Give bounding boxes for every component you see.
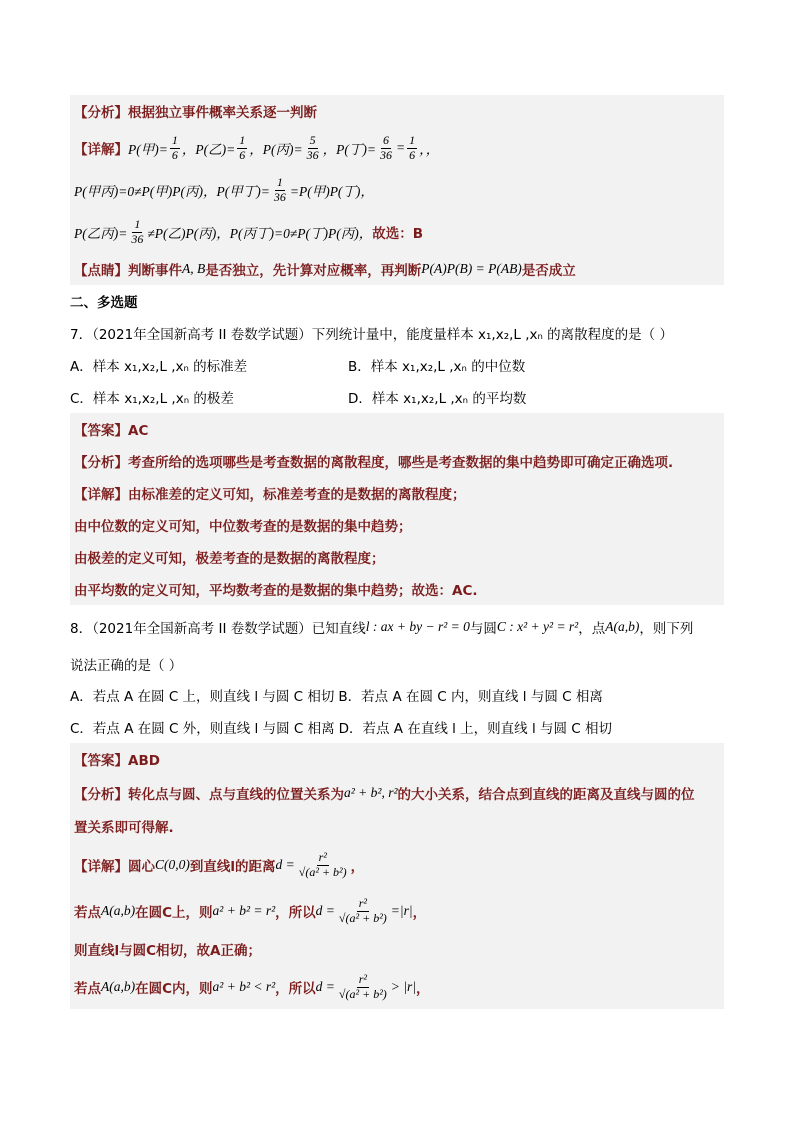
frac-den: 36 <box>131 231 144 246</box>
math-expr: A(a,b) <box>101 979 136 994</box>
q6-detail-line2 <box>70 169 724 211</box>
point-a: A(a,b) <box>605 619 640 634</box>
comment-text: 判断事件 <box>128 263 182 279</box>
punct: ，， <box>419 142 440 157</box>
punct: ， <box>350 859 365 875</box>
frac-den: √(a² + b²) <box>298 864 347 879</box>
q7-option-c: C．样本 x₁,x₂,L ,xₙ 的极差 <box>70 391 234 407</box>
math-expr: d = <box>315 979 335 994</box>
q8-detail-4 <box>70 965 724 1009</box>
punct: ， <box>412 905 427 921</box>
math-expr: ≠P(乙)P(丙)，P(丙丁)=0≠P(丁)P(丙)， <box>147 226 373 241</box>
math-expr: =|r| <box>390 903 413 918</box>
fraction <box>272 176 288 203</box>
prob-yi: ，P(乙)= <box>181 142 236 157</box>
analysis-text: 根据独立事件概率关系逐一判断 <box>128 105 317 121</box>
stem-text: ，则下列 <box>639 621 694 637</box>
fraction <box>378 134 394 161</box>
q8-detail-1 <box>70 841 724 889</box>
frac-den: √(a² + b²) <box>338 986 387 1001</box>
fraction <box>170 134 180 161</box>
q6-comment <box>70 253 724 285</box>
section-title: 二、多选题 <box>70 295 138 311</box>
equals: = <box>395 140 406 155</box>
math-expr: C(0,0) <box>155 857 190 872</box>
frac-den: 36 <box>306 147 319 162</box>
line-equation: l : ax + by − r² = 0 <box>365 619 470 634</box>
fraction <box>407 134 417 161</box>
q8-analysis-1 <box>70 775 724 811</box>
math-expr: P(甲丙)=0≠P(甲)P(丙)，P(甲丁)= <box>74 184 270 199</box>
fraction <box>337 973 389 1000</box>
detail-text: 若点 <box>74 981 101 997</box>
prob-jia: P(甲)= <box>128 142 168 157</box>
frac-num: 1 <box>276 175 283 190</box>
q8-detail-2 <box>70 889 724 933</box>
q6-detail-line3 <box>70 211 724 253</box>
math-expr: a² + b² < r² <box>212 979 276 994</box>
math-expr: A(a,b) <box>101 903 136 918</box>
q7-stem: 7．（2021年全国新高考 II 卷数学试题）下列统计量中，能度量样本 x₁,x₂,L ,xₙ 的离散程度的是（ ） <box>70 327 673 343</box>
q8-options-cd <box>70 711 724 743</box>
prob-ding: ，P(丁)= <box>322 142 376 157</box>
q8-option-b: B．若点 A 在圆 C 内，则直线 l 与圆 C 相离 <box>338 689 603 705</box>
detail-text: 在圆C内，则 <box>135 981 213 997</box>
detail-text: 到直线l的距离 <box>189 859 276 875</box>
detail-text: ，所以 <box>275 981 316 997</box>
comment-tag: 【点睛】 <box>74 263 128 279</box>
frac-den: √(a² + b²) <box>338 910 387 925</box>
q8-option-d: D．若点 A 在直线 l 上，则直线 l 与圆 C 相切 <box>338 721 612 737</box>
fraction <box>129 218 145 245</box>
math-expr: > |r| <box>390 979 416 994</box>
q7-options-cd <box>70 381 724 413</box>
q6-detail-line1 <box>70 127 724 169</box>
analysis-text: 【分析】转化点与圆、点与直线的位置关系为 <box>74 787 344 803</box>
frac-den: 6 <box>239 147 246 162</box>
q7-options-ab <box>70 349 724 381</box>
q8-options-ab <box>70 679 724 711</box>
punct: ， <box>415 981 430 997</box>
q6-analysis <box>70 95 724 127</box>
frac-num: 1 <box>134 217 141 232</box>
stem-text: 8．（2021年全国新高考 II 卷数学试题）已知直线 <box>70 621 366 637</box>
frac-num: r² <box>358 972 367 987</box>
frac-num: 6 <box>382 133 389 148</box>
q8-stem <box>70 605 724 649</box>
math-expr: P(A)P(B) = P(AB) <box>421 261 522 276</box>
fraction <box>337 897 389 924</box>
detail-tag: 【详解】 <box>74 142 128 158</box>
comment-text: 是否独立，先计算对应概率，再判断 <box>205 263 422 279</box>
q8-option-a: A．若点 A 在圆 C 上，则直线 l 与圆 C 相切 <box>70 689 335 705</box>
math-expr: a² + b², r² <box>344 785 398 800</box>
q7-option-b: B．样本 x₁,x₂,L ,xₙ 的中位数 <box>348 359 526 375</box>
math-expr: a² + b² = r² <box>212 903 276 918</box>
q7-option-a: A．样本 x₁,x₂,L ,xₙ 的标准差 <box>70 359 248 375</box>
comment-text: 是否成立 <box>521 263 576 279</box>
q8-stem-2: 说法正确的是（ ） <box>70 658 183 674</box>
q8-detail-3: 则直线l与圆C相切，故A正确； <box>70 933 724 965</box>
frac-den: 36 <box>273 189 286 204</box>
frac-num: 1 <box>239 133 246 148</box>
analysis-text: 的大小关系，结合点到直线的距离及直线与圆的位 <box>397 787 695 803</box>
fraction <box>237 134 247 161</box>
analysis-tag: 【分析】 <box>74 105 128 121</box>
frac-num: 1 <box>171 133 178 148</box>
stem-text: ，点 <box>578 621 606 637</box>
fraction <box>297 851 349 878</box>
q7-option-d: D．样本 x₁,x₂,L ,xₙ 的平均数 <box>348 391 527 407</box>
math-expr: d = <box>275 857 295 872</box>
stem-text: 与圆 <box>469 621 497 637</box>
frac-den: 6 <box>171 147 178 162</box>
q8-answer: 【答案】ABD <box>70 743 724 775</box>
detail-text: 在圆C上，则 <box>135 905 213 921</box>
q7-detail-2: 由中位数的定义可知，中位数考查的是数据的集中趋势； <box>70 509 724 541</box>
q7-detail-4: 由平均数的定义可知，平均数考查的是数据的集中趋势；故选：AC. <box>70 573 724 605</box>
circle-equation: C : x² + y² = r² <box>496 619 579 634</box>
frac-num: 5 <box>309 133 316 148</box>
prob-bing: ，P(丙)= <box>249 142 303 157</box>
frac-den: 36 <box>379 147 392 162</box>
detail-text: 【详解】圆心 <box>74 859 155 875</box>
math-expr: P(乙丙)= <box>74 226 128 241</box>
math-expr: =P(甲)P(丁)， <box>289 184 374 199</box>
choose-text: 故选：B <box>372 226 424 242</box>
detail-text: ，所以 <box>275 905 316 921</box>
frac-num: r² <box>358 896 367 911</box>
q7-detail-3: 由极差的定义可知，极差考查的是数据的离散程度； <box>70 541 724 573</box>
q7-answer: 【答案】AC <box>70 413 724 445</box>
math-expr: A, B <box>182 261 206 276</box>
frac-num: r² <box>318 850 327 865</box>
frac-den: 6 <box>409 147 416 162</box>
q8-option-c: C．若点 A 在圆 C 外，则直线 l 与圆 C 相离 <box>70 721 335 737</box>
q8-analysis-2: 置关系即可得解. <box>70 811 724 841</box>
document-page <box>70 95 724 1009</box>
detail-text: 若点 <box>74 905 101 921</box>
q7-detail-1: 【详解】由标准差的定义可知，标准差考查的是数据的离散程度； <box>70 477 724 509</box>
frac-num: 1 <box>409 133 416 148</box>
fraction <box>305 134 321 161</box>
math-expr: d = <box>315 903 335 918</box>
q7-analysis: 【分析】考查所给的选项哪些是考查数据的离散程度，哪些是考查数据的集中趋势即可确定正确选项. <box>70 445 724 477</box>
